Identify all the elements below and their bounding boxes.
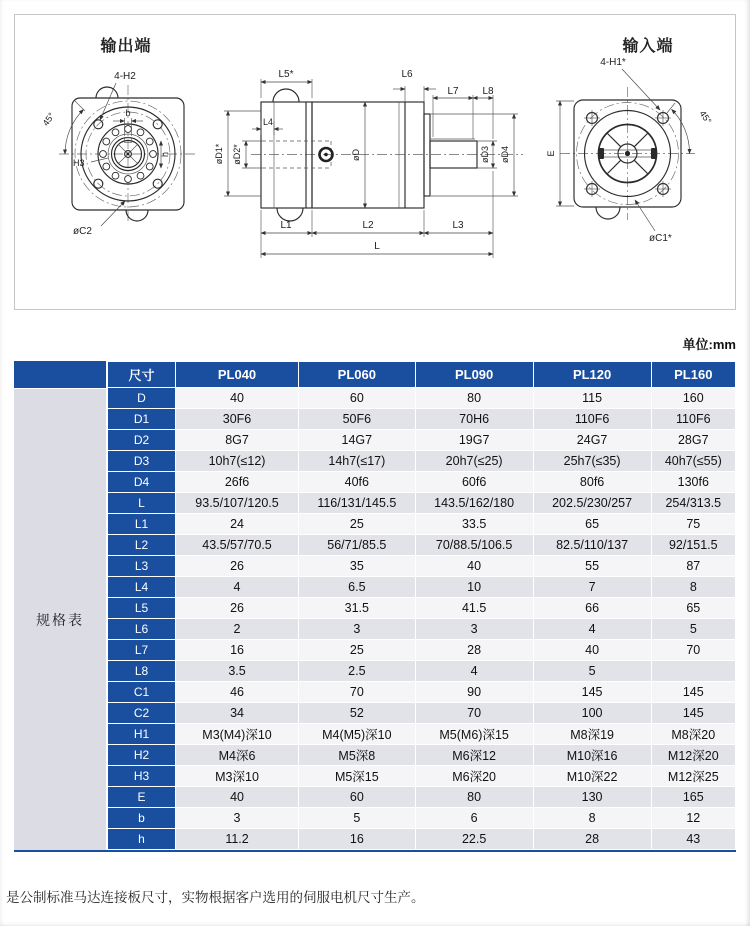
row-label: D [108,388,176,409]
spec-table-row [108,388,736,409]
spec-cell: 24G7 [533,430,651,451]
spec-cell: M8深20 [651,724,735,745]
spec-cell: 254/313.5 [651,493,735,514]
spec-cell: 52 [299,703,416,724]
col-header-pl060: PL060 [299,362,416,388]
spec-cell: 143.5/162/180 [415,493,533,514]
input-end-title: 输入端 [622,38,674,55]
spec-cell: 70H6 [415,409,533,430]
spec-cell: 80 [415,787,533,808]
spec-table-row [108,787,736,808]
row-label: b [108,808,176,829]
dim-label-h3: H3 [73,158,85,168]
spec-cell: 8G7 [176,430,299,451]
row-label: D2 [108,430,176,451]
spec-cell: 115 [533,388,651,409]
spec-cell: 12 [651,808,735,829]
spec-cell: 40 [533,640,651,661]
spec-cell: 19G7 [415,430,533,451]
spec-cell: 40h7(≤55) [651,451,735,472]
spec-cell: 145 [651,682,735,703]
spec-cell: 43 [651,829,735,850]
row-label: H1 [108,724,176,745]
spec-group-label: 规格表 [14,389,106,850]
spec-cell: 46 [176,682,299,703]
spec-cell: 93.5/107/120.5 [176,493,299,514]
spec-cell: 16 [299,829,416,850]
spec-cell: 30F6 [176,409,299,430]
spec-table-row [108,640,736,661]
technical-drawing-panel [14,14,736,310]
spec-table-row [108,430,736,451]
spec-cell: 22.5 [415,829,533,850]
spec-cell: 75 [651,514,735,535]
dim-label-l3: L3 [452,220,464,231]
spec-cell: 8 [651,577,735,598]
spec-cell: M8深19 [533,724,651,745]
spec-cell: 55 [533,556,651,577]
spec-table-row [108,661,736,682]
spec-cell: 60 [299,388,416,409]
dim-label-l6: L6 [401,69,413,80]
spec-cell: 2 [176,619,299,640]
dim-label-l2: L2 [362,220,374,231]
spec-cell: 60 [299,787,416,808]
dim-label-c2: øC2 [73,226,92,237]
spec-cell: 2.5 [299,661,416,682]
dim-label-l7: L7 [447,86,459,97]
spec-table-row [108,451,736,472]
spec-table-row [108,598,736,619]
spec-cell: 6.5 [299,577,416,598]
row-label: H2 [108,745,176,766]
dim-label-d: øD [351,149,361,161]
spec-table-row [108,766,736,787]
spec-cell: 110F6 [651,409,735,430]
spec-cell: 3 [415,619,533,640]
dim-label-h: h [160,151,170,158]
spec-cell: 24 [176,514,299,535]
spec-table [107,361,736,850]
dim-label-d3: øD3 [480,145,490,164]
dim-label-45-in: 45° [697,108,714,126]
spec-cell: 26 [176,556,299,577]
row-label: L5 [108,598,176,619]
spec-cell: 65 [651,598,735,619]
spec-table-row [108,682,736,703]
spec-table-row [108,514,736,535]
row-label: E [108,787,176,808]
spec-cell: M6深12 [415,745,533,766]
spec-cell [651,661,735,682]
spec-cell: 4 [415,661,533,682]
spec-cell: 40 [176,388,299,409]
spec-cell: 3.5 [176,661,299,682]
spec-group-header-stub [14,361,106,388]
row-label: D3 [108,451,176,472]
spec-cell: 28 [533,829,651,850]
dim-label-c1: øC1* [649,233,672,244]
spec-cell: 66 [533,598,651,619]
row-label: C2 [108,703,176,724]
unit-label: 单位:mm [682,337,736,352]
spec-cell: M12深20 [651,745,735,766]
spec-cell: 41.5 [415,598,533,619]
row-label: L6 [108,619,176,640]
spec-cell: 16 [176,640,299,661]
spec-table-row [108,493,736,514]
spec-cell: 35 [299,556,416,577]
spec-cell: 40f6 [299,472,416,493]
spec-cell: 90 [415,682,533,703]
dim-label-l5: L5* [278,69,294,80]
spec-cell: 130f6 [651,472,735,493]
spec-cell: 3 [299,619,416,640]
spec-table-row [108,577,736,598]
dim-label-l8: L8 [482,86,494,97]
spec-cell: 116/131/145.5 [299,493,416,514]
spec-cell: M3深10 [176,766,299,787]
spec-cell: 70 [651,640,735,661]
dim-label-45-out: 45° [40,110,57,128]
spec-table-row [108,829,736,850]
spec-cell: 25 [299,514,416,535]
spec-cell: M12深25 [651,766,735,787]
spec-cell: 50F6 [299,409,416,430]
spec-cell: 70/88.5/106.5 [415,535,533,556]
row-label: D4 [108,472,176,493]
side-view [214,69,523,258]
dim-label-d4: øD4 [500,145,510,164]
spec-cell: 80 [415,388,533,409]
spec-cell: 4 [176,577,299,598]
col-header-pl160: PL160 [651,362,735,388]
row-label: L [108,493,176,514]
spec-table-row [108,535,736,556]
spec-cell: 56/71/85.5 [299,535,416,556]
spec-cell: 87 [651,556,735,577]
dim-label-4h1: 4-H1* [600,57,626,68]
row-label: L3 [108,556,176,577]
spec-cell: 20h7(≤25) [415,451,533,472]
spec-cell: 5 [533,661,651,682]
col-header-pl040: PL040 [176,362,299,388]
spec-cell: 70 [299,682,416,703]
spec-cell: 82.5/110/137 [533,535,651,556]
spec-cell: 40 [415,556,533,577]
row-label: L8 [108,661,176,682]
spec-cell: 14h7(≤17) [299,451,416,472]
row-label: L7 [108,640,176,661]
spec-cell: 110F6 [533,409,651,430]
spec-cell: 3 [176,808,299,829]
spec-cell: 165 [651,787,735,808]
spec-cell: 70 [415,703,533,724]
spec-cell: 40 [176,787,299,808]
spec-cell: 28 [415,640,533,661]
spec-cell: 145 [533,682,651,703]
spec-cell: 130 [533,787,651,808]
spec-cell: 26 [176,598,299,619]
spec-table-row [108,472,736,493]
dim-label-4h2: 4-H2 [114,71,136,82]
spec-cell: 25h7(≤35) [533,451,651,472]
spec-table-row [108,703,736,724]
spec-cell: 28G7 [651,430,735,451]
col-header-pl120: PL120 [533,362,651,388]
spec-table-row [108,808,736,829]
spec-cell: 10 [415,577,533,598]
row-label: C1 [108,682,176,703]
spec-cell: 60f6 [415,472,533,493]
spec-cell: 26f6 [176,472,299,493]
spec-cell: 202.5/230/257 [533,493,651,514]
spec-cell: 80f6 [533,472,651,493]
spec-table-row [108,556,736,577]
dim-label-d1: øD1* [214,143,224,165]
spec-table-row [108,724,736,745]
spec-cell: 100 [533,703,651,724]
row-label: L4 [108,577,176,598]
spec-cell: 11.2 [176,829,299,850]
spec-cell: M6深20 [415,766,533,787]
spec-table-wrap [14,361,736,852]
spec-cell: M5深8 [299,745,416,766]
spec-cell: 65 [533,514,651,535]
spec-table-row [108,409,736,430]
spec-cell: 33.5 [415,514,533,535]
row-label: L2 [108,535,176,556]
row-label: L1 [108,514,176,535]
col-header-pl090: PL090 [415,362,533,388]
spec-table-row [108,745,736,766]
dim-label-l4: L4 [262,117,274,127]
row-label: h [108,829,176,850]
spec-cell: M5(M6)深15 [415,724,533,745]
output-end-title: 输出端 [100,38,152,55]
output-end-view [41,71,197,237]
spec-cell: 160 [651,388,735,409]
spec-cell: M4(M5)深10 [299,724,416,745]
spec-cell: 7 [533,577,651,598]
dim-label-d2: øD2* [232,144,242,165]
dim-label-l1: L1 [280,220,292,231]
spec-table-row [108,619,736,640]
spec-cell: M3(M4)深10 [176,724,299,745]
spec-cell: M10深16 [533,745,651,766]
spec-cell: 14G7 [299,430,416,451]
dim-label-e: E [546,150,556,157]
spec-cell: M4深6 [176,745,299,766]
spec-cell: 34 [176,703,299,724]
gearbox-dimension-drawing [15,15,735,309]
row-label: H3 [108,766,176,787]
spec-cell: 5 [651,619,735,640]
spec-cell: M10深22 [533,766,651,787]
footnote: 是公制标准马达连接板尺寸，实物根据客户选用的伺服电机尺寸生产。 [6,890,425,905]
spec-cell: 31.5 [299,598,416,619]
spec-group-column [14,361,106,850]
spec-cell: 43.5/57/70.5 [176,535,299,556]
spec-cell: 4 [533,619,651,640]
spec-cell: 10h7(≤12) [176,451,299,472]
spec-cell: 6 [415,808,533,829]
input-end-view [546,57,714,244]
spec-cell: 92/151.5 [651,535,735,556]
spec-cell: 5 [299,808,416,829]
row-label: D1 [108,409,176,430]
dim-label-l: L [374,241,380,252]
spec-header-row [108,362,736,388]
spec-cell: 25 [299,640,416,661]
spec-cell: M5深15 [299,766,416,787]
spec-cell: 145 [651,703,735,724]
col-header-size: 尺寸 [108,362,176,388]
dim-label-b: b [125,108,131,118]
spec-cell: 8 [533,808,651,829]
